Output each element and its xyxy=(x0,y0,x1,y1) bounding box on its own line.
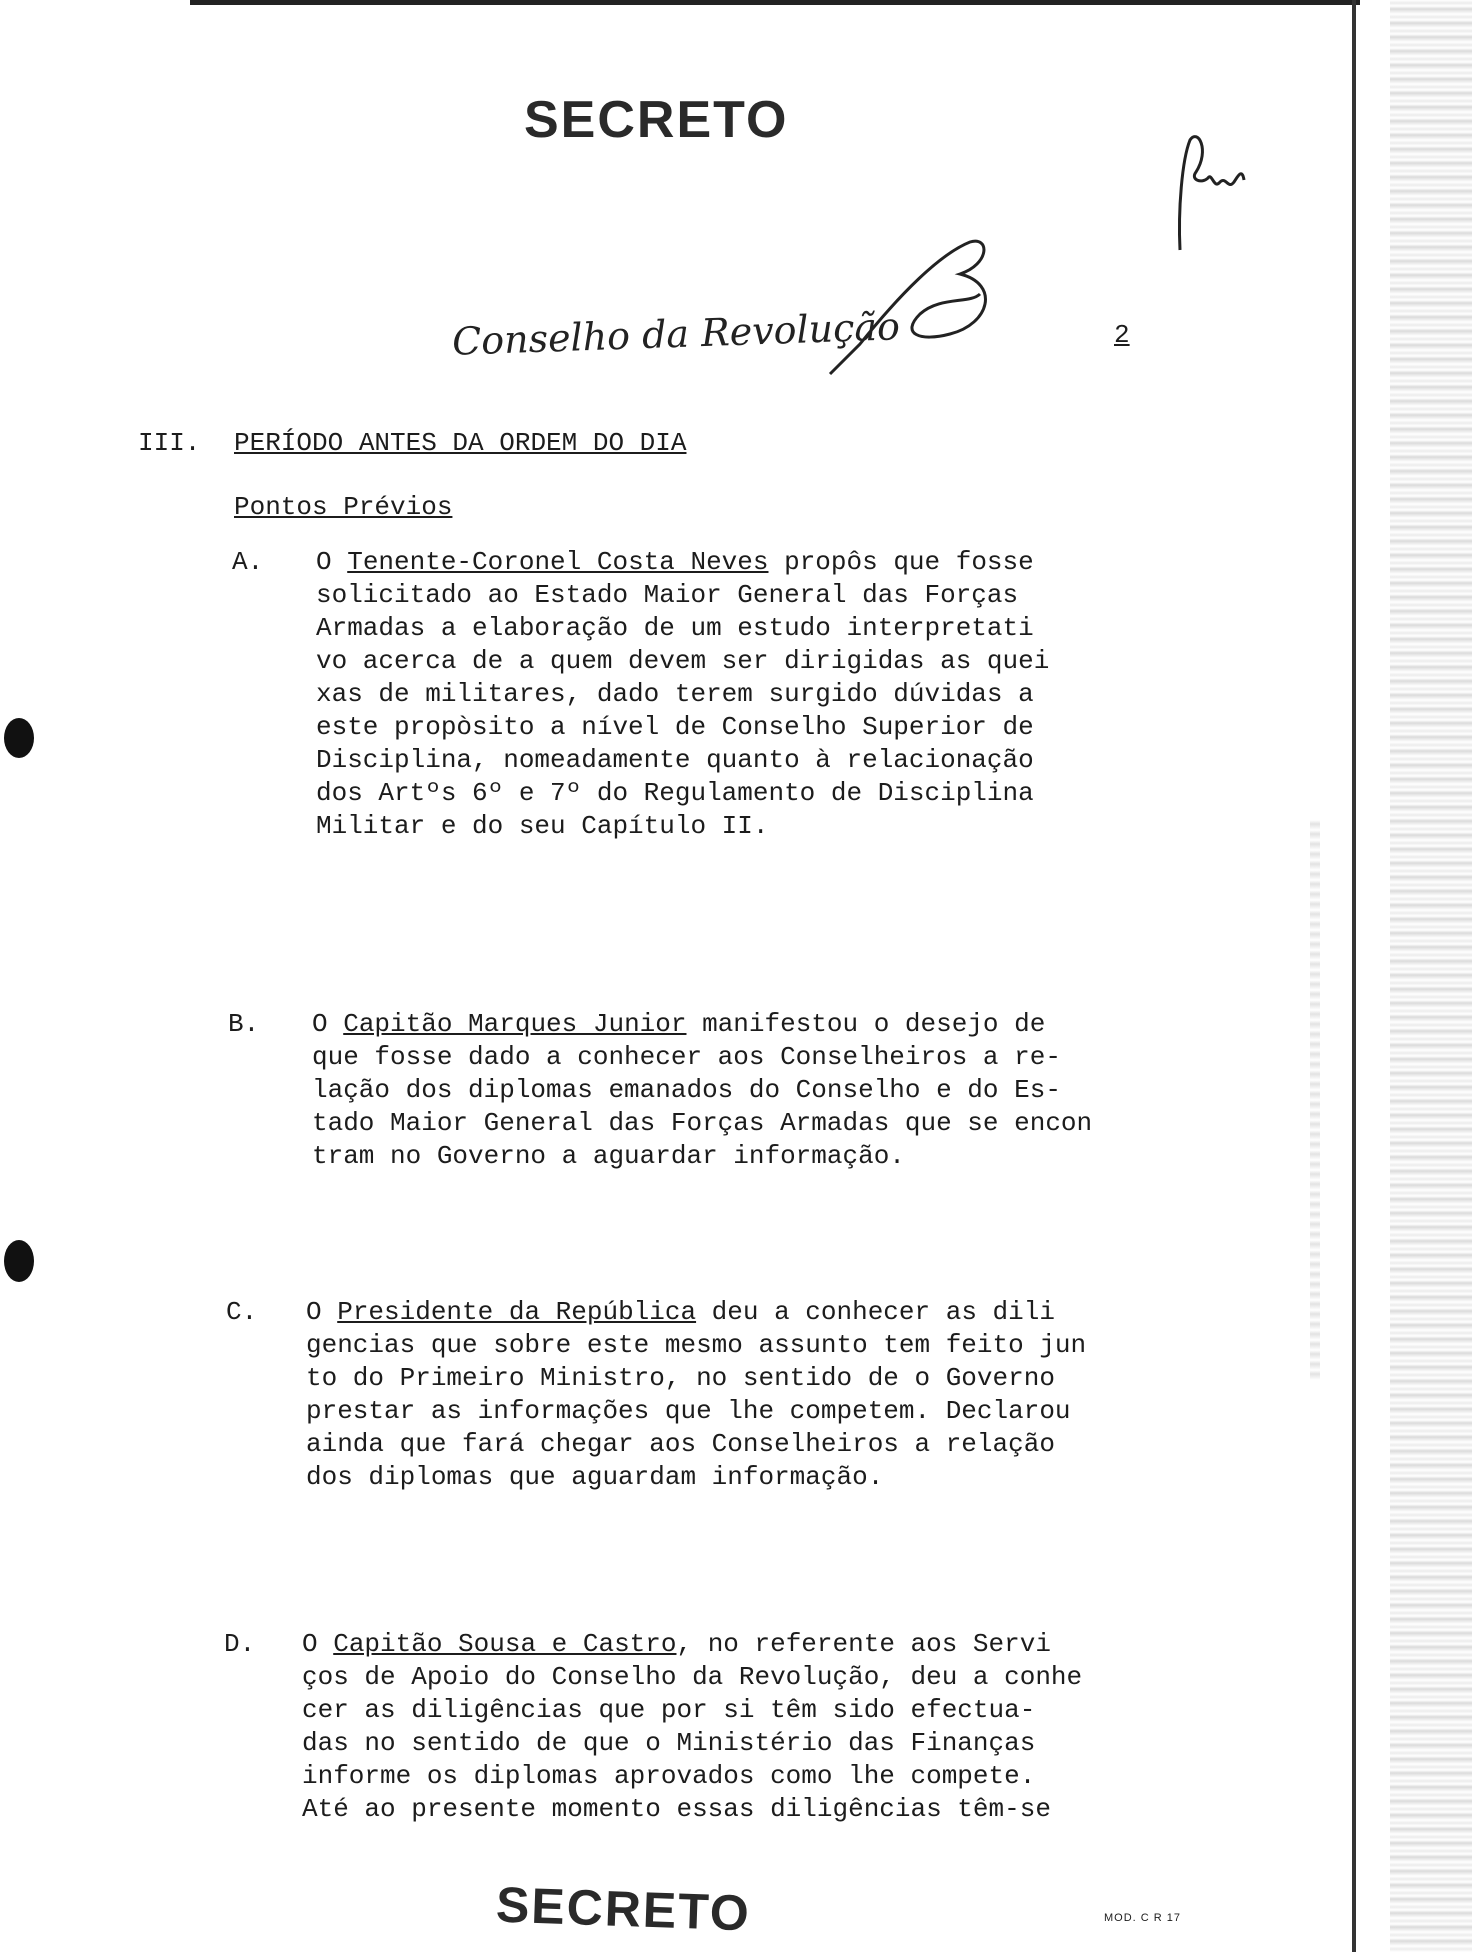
secreto-stamp-top: SECRETO xyxy=(524,91,789,149)
person-name: Capitão Marques Junior xyxy=(343,1009,687,1039)
item-line: tado Maior General das Forças Armadas que se encon xyxy=(312,1108,1093,1138)
item-line: Armadas a elaboração de um estudo interpretati xyxy=(316,613,1034,643)
item-line: O Capitão Marques Junior manifestou o desejo de xyxy=(312,1009,1046,1039)
item-line: este propòsito a nível de Conselho Superior de xyxy=(316,712,1034,742)
item-line: tram no Governo a aguardar informação. xyxy=(312,1141,905,1171)
item-letter: B. xyxy=(228,1009,260,1039)
item-line: ainda que fará chegar aos Conselheiros a relação xyxy=(306,1429,1055,1459)
item-line: to do Primeiro Ministro, no sentido de o Governo xyxy=(306,1363,1055,1393)
item-line: ços de Apoio do Conselho da Revolução, deu a conhe xyxy=(302,1662,1083,1692)
item-line: informe os diplomas aprovados como lhe compete. xyxy=(302,1761,1036,1791)
ink-blot xyxy=(4,1240,34,1282)
item-line: gencias que sobre este mesmo assunto tem feito jun xyxy=(306,1330,1087,1360)
secreto-stamp-bottom: SECRETO xyxy=(495,1876,752,1942)
item-line: O Capitão Sousa e Castro, no referente aos Servi xyxy=(302,1629,1051,1659)
item-line: das no sentido de que o Ministério das Finanças xyxy=(302,1728,1036,1758)
item-line: lação dos diplomas emanados do Conselho e do Es- xyxy=(312,1075,1061,1105)
item-line: xas de militares, dado terem surgido dúvidas a xyxy=(316,679,1034,709)
ink-blot xyxy=(4,718,34,758)
item-line: solicitado ao Estado Maior General das Forças xyxy=(316,580,1019,610)
item-line: Militar e do seu Capítulo II. xyxy=(316,811,769,841)
section-number: III. xyxy=(138,428,201,458)
scan-top-edge xyxy=(190,0,1360,5)
scan-noise-strip-inner xyxy=(1310,820,1320,1380)
subheading: Pontos Prévios xyxy=(234,492,453,522)
section-heading xyxy=(138,428,686,458)
scan-noise-strip xyxy=(1390,0,1472,1952)
item-line: Até ao presente momento essas diligências têm-se xyxy=(302,1794,1051,1824)
item-line: prestar as informações que lhe competem. Declarou xyxy=(306,1396,1071,1426)
item-line: dos Artºs 6º e 7º do Regulamento de Disciplina xyxy=(316,778,1034,808)
item-line: que fosse dado a conhecer aos Conselheiros a re- xyxy=(312,1042,1061,1072)
item-letter: A. xyxy=(232,547,264,577)
item-line: O Tenente-Coronel Costa Neves propôs que fosse xyxy=(316,547,1034,577)
scan-right-edge xyxy=(1352,0,1356,1952)
section-title: PERÍODO ANTES DA ORDEM DO DIA xyxy=(234,428,687,458)
person-name: Tenente-Coronel Costa Neves xyxy=(347,547,769,577)
item-line: O Presidente da República deu a conhecer as dili xyxy=(306,1297,1055,1327)
page-number: 2 xyxy=(1114,320,1130,350)
item-line: dos diplomas que aguardam informação. xyxy=(306,1462,884,1492)
handwritten-initials-icon xyxy=(1168,120,1248,260)
item-letter: D. xyxy=(224,1629,256,1659)
item-letter: C. xyxy=(226,1297,258,1327)
person-name: Capitão Sousa e Castro xyxy=(333,1629,677,1659)
item-line: cer as diligências que por si têm sido efectua- xyxy=(302,1695,1036,1725)
person-name: Presidente da República xyxy=(337,1297,697,1327)
item-line: Disciplina, nomeadamente quanto à relacionação xyxy=(316,745,1034,775)
form-code: MOD. C R 17 xyxy=(1104,1912,1182,1924)
letterhead: Conselho da Revolução xyxy=(451,304,901,364)
item-line: vo acerca de a quem devem ser dirigidas as quei xyxy=(316,646,1050,676)
